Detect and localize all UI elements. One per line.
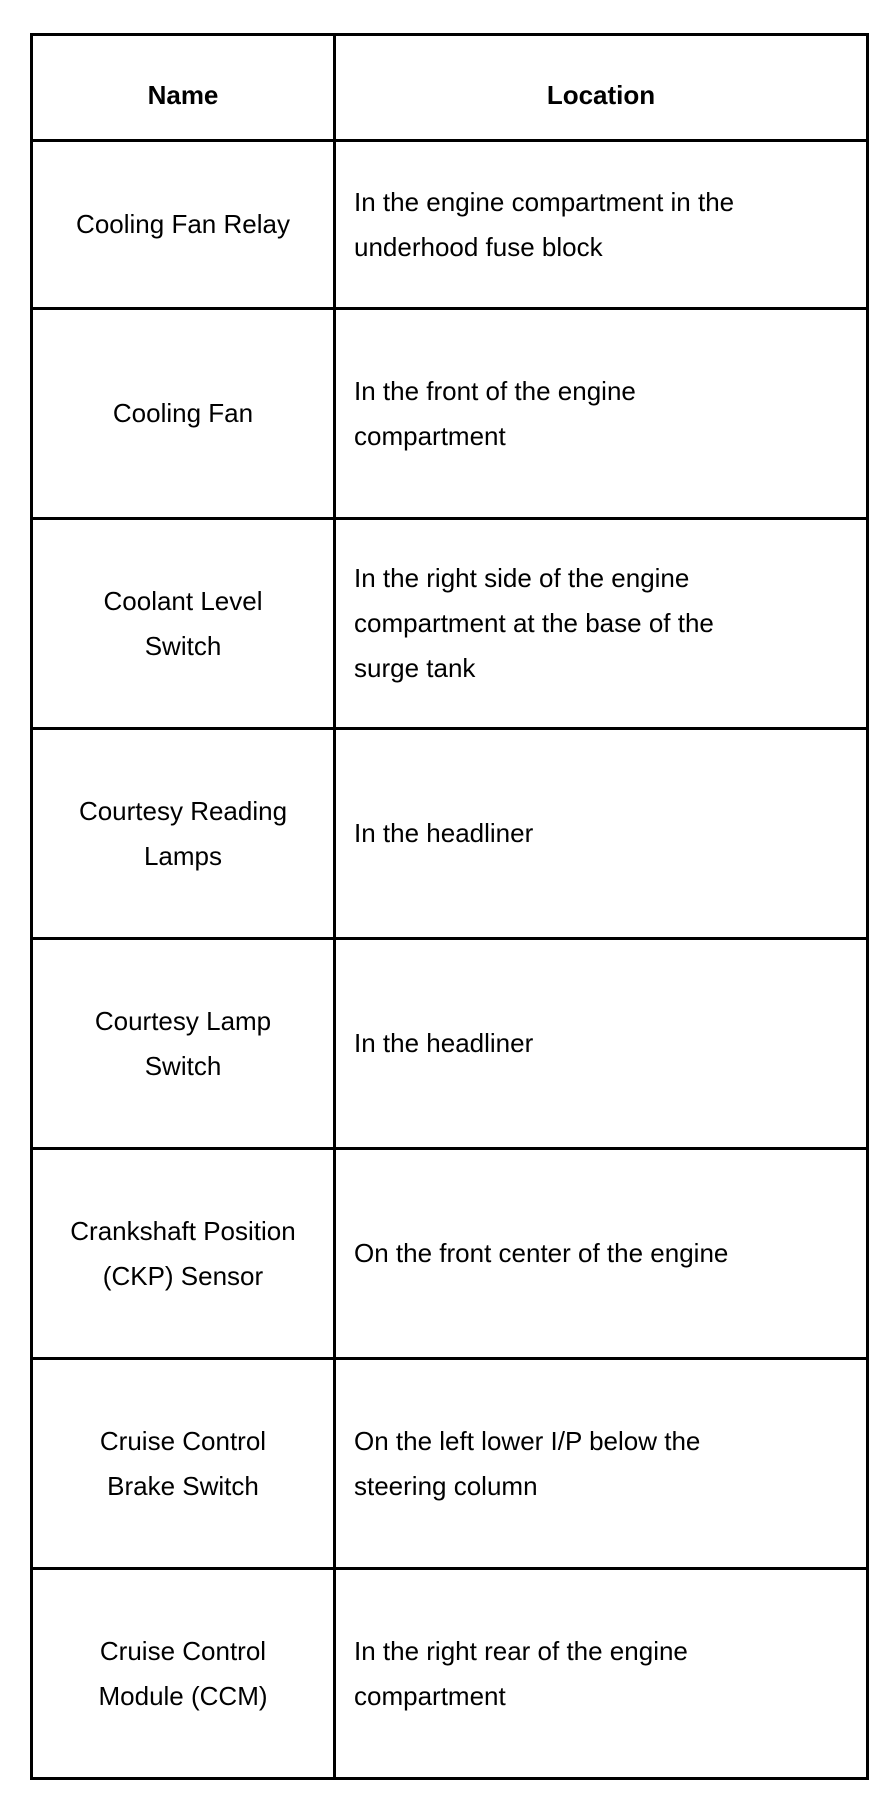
cell-location-text: In the front of the engine compartment — [354, 375, 636, 451]
cell-location-text: On the left lower I/P below the steering column — [354, 1425, 701, 1501]
cell-location — [335, 309, 868, 519]
table-row — [32, 309, 868, 519]
cell-name — [32, 729, 335, 939]
cell-name — [32, 939, 335, 1149]
header-name: Name — [32, 35, 335, 141]
cell-location — [335, 729, 868, 939]
cell-name-text: Cooling Fan — [112, 398, 254, 428]
cell-location — [335, 1149, 868, 1359]
cell-location — [335, 1569, 868, 1779]
table-row — [32, 729, 868, 939]
cell-location-text: In the headliner — [354, 818, 534, 848]
table-row — [32, 1149, 868, 1359]
cell-name — [32, 309, 335, 519]
table-row — [32, 1359, 868, 1569]
cell-name-text: Crankshaft Position (CKP) Sensor — [70, 1215, 296, 1291]
cell-name-text: Coolant Level Switch — [103, 585, 263, 661]
cell-name-text: Cruise Control Brake Switch — [99, 1425, 267, 1501]
cell-name — [32, 1359, 335, 1569]
cell-name-text: Cruise Control Module (CCM) — [98, 1635, 268, 1711]
cell-location-text: In the headliner — [354, 1028, 534, 1058]
cell-name — [32, 141, 335, 309]
cell-location-text: In the right rear of the engine compartment — [354, 1635, 688, 1711]
cell-name-text: Courtesy Reading Lamps — [78, 795, 288, 871]
table-row — [32, 519, 868, 729]
component-location-table-container — [30, 33, 869, 1780]
table-header-row — [32, 35, 868, 141]
cell-name — [32, 519, 335, 729]
cell-location-text: In the engine compartment in the underhood fuse block — [354, 186, 735, 262]
cell-location — [335, 141, 868, 309]
cell-name — [32, 1149, 335, 1359]
cell-location — [335, 939, 868, 1149]
table-row — [32, 939, 868, 1149]
cell-name-text: Courtesy Lamp Switch — [94, 1005, 272, 1081]
component-location-table — [30, 33, 869, 1780]
cell-location — [335, 1359, 868, 1569]
cell-location — [335, 519, 868, 729]
table-row — [32, 141, 868, 309]
table-row — [32, 1569, 868, 1779]
cell-name — [32, 1569, 335, 1779]
header-location: Location — [335, 35, 868, 141]
cell-location-text: In the right side of the engine compartment at the base of the surge tank — [354, 563, 714, 683]
cell-name-text: Cooling Fan Relay — [76, 209, 290, 239]
cell-location-text: On the front center of the engine — [354, 1238, 729, 1268]
